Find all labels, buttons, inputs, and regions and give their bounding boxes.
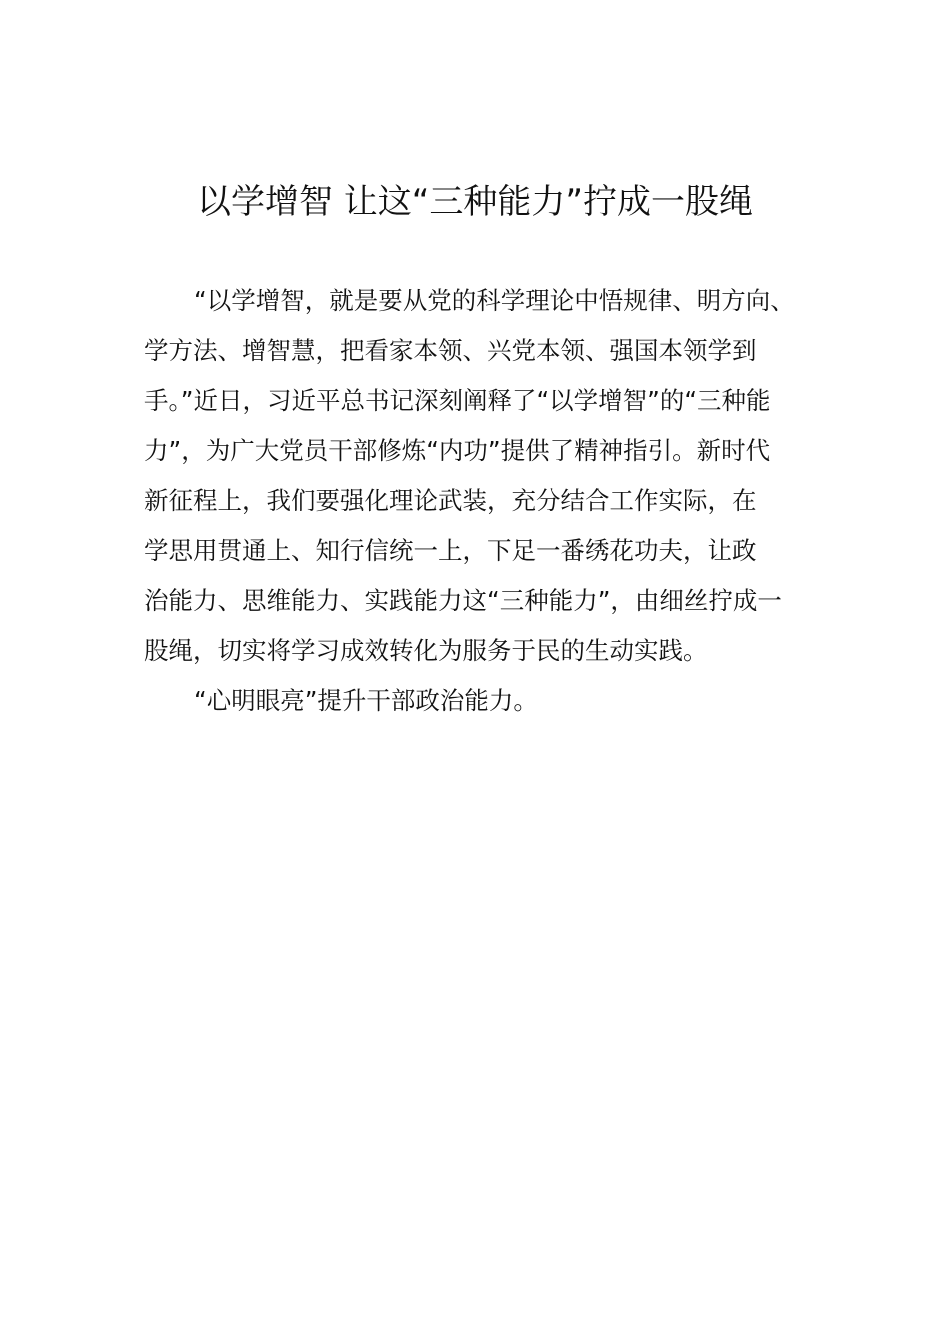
paragraph-1-line-3: 手。”近日，习近平总书记深刻阐释了“以学增智”的“三种能 xyxy=(144,386,771,415)
paragraph-1-line-8: 股绳，切实将学习成效转化为服务于民的生动实践。 xyxy=(144,636,708,665)
document-title: 以学增智 让这“三种能力”拧成一股绳 xyxy=(196,182,754,222)
paragraph-2: “心明眼亮”提升干部政治能力。 xyxy=(194,686,538,715)
paragraph-1-line-4: 力”，为广大党员干部修炼“内功”提供了精神指引。新时代 xyxy=(144,436,771,465)
document-body xyxy=(144,276,808,726)
paragraph-1-line-5: 新征程上，我们要强化理论武装，充分结合工作实际，在 xyxy=(144,486,757,515)
paragraph-1-line-7: 治能力、思维能力、实践能力这“三种能力”，由细丝拧成一 xyxy=(144,586,782,615)
paragraph-1-line-2: 学方法、增智慧，把看家本领、兴党本领、强国本领学到 xyxy=(144,336,757,365)
paragraph-1-line-1: “以学增智，就是要从党的科学理论中悟规律、明方向、 xyxy=(194,286,795,315)
paragraph-1-line-6: 学思用贯通上、知行信统一上，下足一番绣花功夫，让政 xyxy=(144,536,757,565)
